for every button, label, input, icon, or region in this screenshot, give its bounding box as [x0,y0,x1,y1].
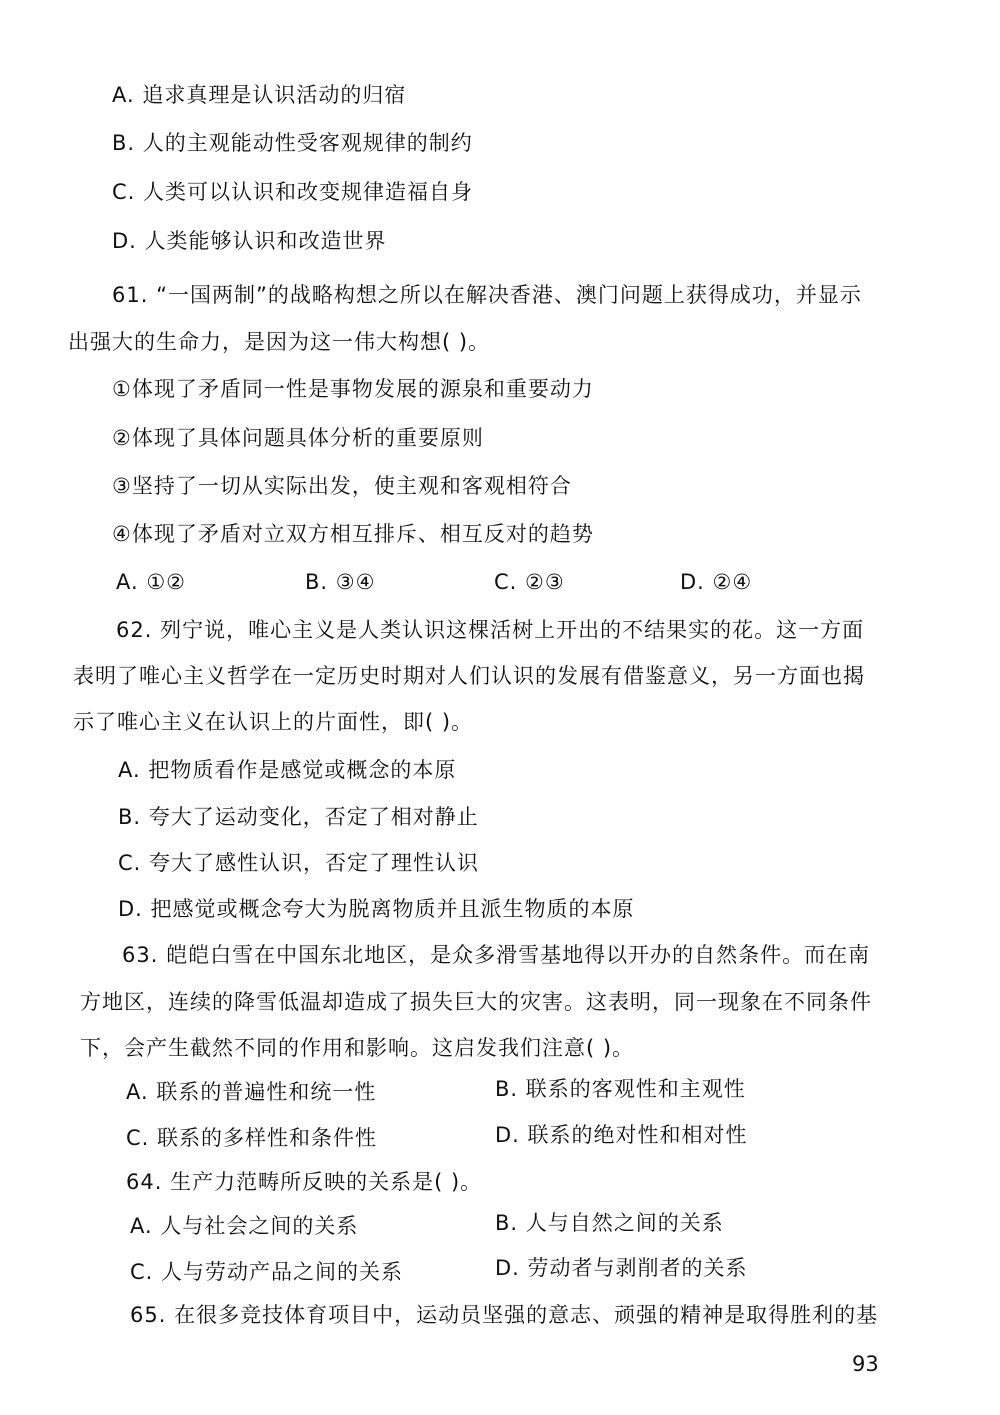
prev-option-c: C. 人类可以认识和改变规律造福自身 [112,180,474,204]
q62-option-d: D. 把感觉或概念夸大为脱离物质并且派生物质的本原 [118,897,635,921]
q63-stem-line3: 下，会产生截然不同的作用和影响。这启发我们注意( )。 [80,1036,635,1060]
q61-option-d: D. ②④ [680,570,753,594]
q62-stem-line1: 62. 列宁说，唯心主义是人类认识这棵活树上开出的不结果实的花。这一方面 [116,618,865,642]
q61-statement-2: ②体现了具体问题具体分析的重要原则 [112,426,484,450]
q62-stem-line3: 示了唯心主义在认识上的片面性，即( )。 [73,710,474,734]
q61-statement-3: ③坚持了一切从实际出发，使主观和客观相符合 [112,474,572,498]
q63-stem-line1: 63. 皑皑白雪在中国东北地区，是众多滑雪基地得以开办的自然条件。而在南 [122,943,871,967]
q61-option-a: A. ①② [116,570,186,594]
q62-option-c: C. 夸大了感性认识，否定了理性认识 [118,851,480,875]
q63-option-a: A. 联系的普遍性和统一性 [126,1080,377,1104]
q64-option-a: A. 人与社会之间的关系 [130,1214,359,1238]
q61-option-c: C. ②③ [494,570,565,594]
q62-option-a: A. 把物质看作是感觉或概念的本原 [118,758,457,782]
q63-stem-line2: 方地区，连续的降雪低温却造成了损失巨大的灾害。这表明，同一现象在不同条件 [80,990,872,1014]
q61-statement-4: ④体现了矛盾对立双方相互排斥、相互反对的趋势 [112,522,594,546]
q61-stem-line1: 61. “一国两制”的战略构想之所以在解决香港、澳门问题上获得成功，并显示 [112,283,862,307]
prev-option-d: D. 人类能够认识和改造世界 [112,229,387,253]
q62-stem-line2: 表明了唯心主义哲学在一定历史时期对人们认识的发展有借鉴意义，另一方面也揭 [73,664,865,688]
prev-option-b: B. 人的主观能动性受客观规律的制约 [112,131,473,155]
q64-stem: 64. 生产力范畴所反映的关系是( )。 [126,1170,483,1194]
q65-stem-line1: 65. 在很多竞技体育项目中，运动员坚强的意志、顽强的精神是取得胜利的基 [130,1303,879,1327]
q63-option-b: B. 联系的客观性和主观性 [495,1077,746,1101]
prev-option-a: A. 追求真理是认识活动的归宿 [112,83,407,107]
q64-option-b: B. 人与自然之间的关系 [495,1211,724,1235]
q61-statement-1: ①体现了矛盾同一性是事物发展的源泉和重要动力 [112,377,594,401]
q63-option-d: D. 联系的绝对性和相对性 [495,1123,748,1147]
q64-option-c: C. 人与劳动产品之间的关系 [130,1260,404,1284]
page-number: 93 [852,1352,879,1376]
q61-stem-line2: 出强大的生命力，是因为这一伟大构想( )。 [68,330,491,354]
q61-option-b: B. ③④ [305,570,376,594]
q64-option-d: D. 劳动者与剥削者的关系 [495,1256,748,1280]
q62-option-b: B. 夸大了运动变化，否定了相对静止 [118,805,479,829]
q63-option-c: C. 联系的多样性和条件性 [126,1126,378,1150]
